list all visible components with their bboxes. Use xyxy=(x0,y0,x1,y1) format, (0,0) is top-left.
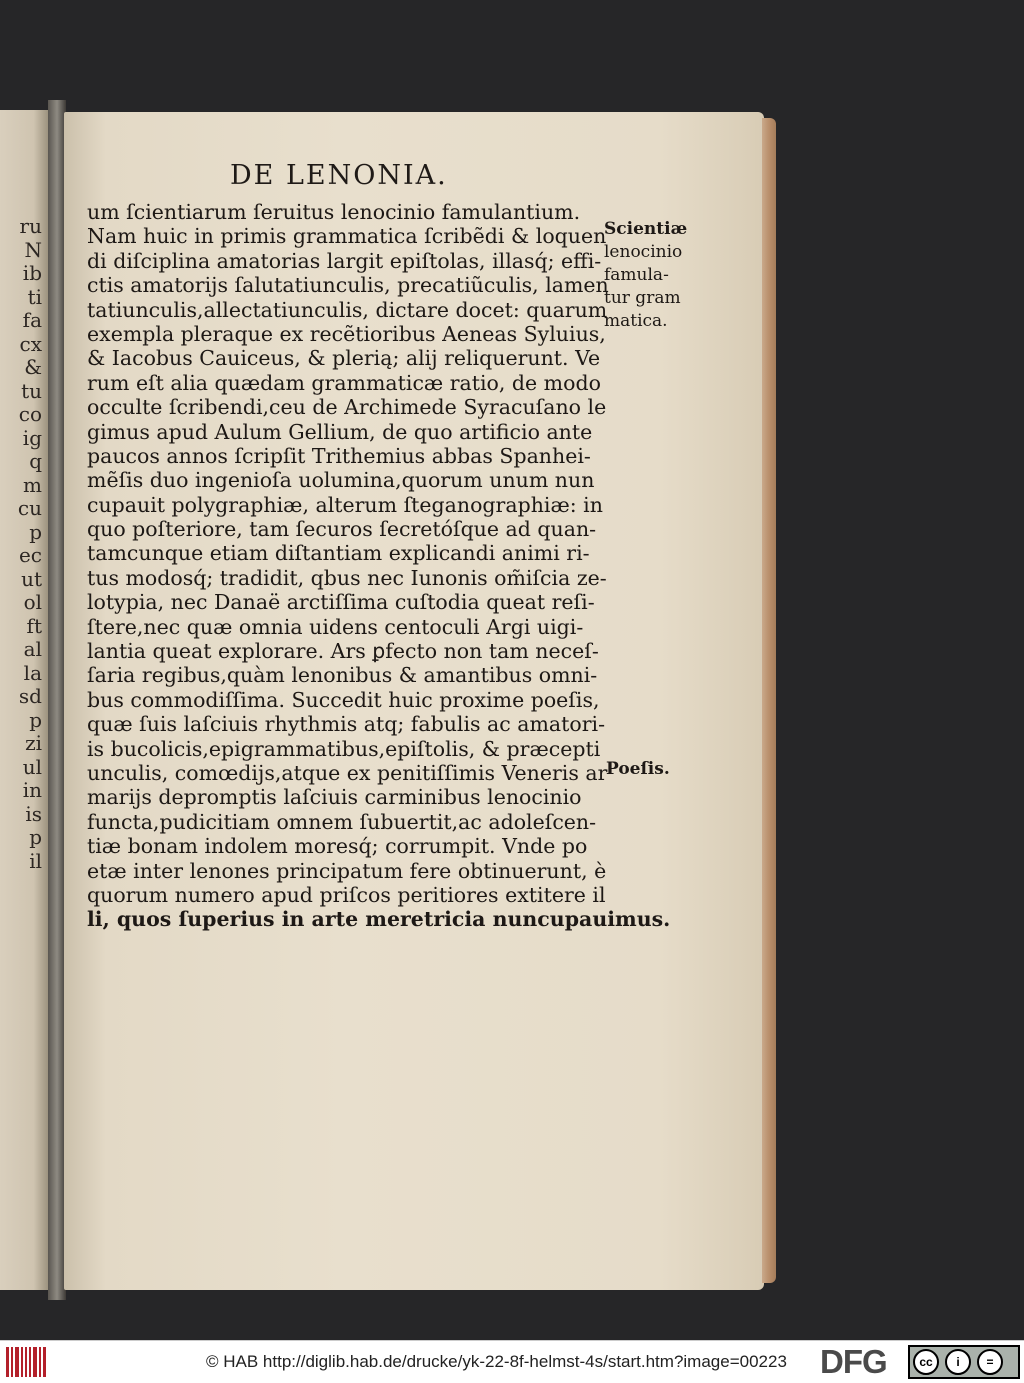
text-line: lantia queat explorare. Ars ꝑfecto non tam neceſ- xyxy=(87,639,599,664)
left-fragment: sd xyxy=(18,684,42,708)
text-line: um ſcientiarum ſeruitus lenocinio famulantium. xyxy=(87,200,581,224)
text-line: quo poſteriore, tam ſecuros ſecretóſque ad quan- xyxy=(87,517,597,542)
left-fragment: ec xyxy=(18,543,42,567)
dfg-logo: DFG xyxy=(820,1343,887,1380)
marginal-note-line: tur gram xyxy=(604,288,681,308)
text-line: ſtere,nec quæ omnia uidens centoculi Argi uigi- xyxy=(87,614,584,639)
marginal-note-line: matica. xyxy=(604,311,668,331)
left-fragment: N xyxy=(24,237,42,262)
barcode-icon xyxy=(6,1347,46,1377)
left-fragment: co xyxy=(18,402,42,426)
text-line: exempla pleraque ex recẽtioribus Aeneas Syluius, xyxy=(87,321,606,346)
left-fragment: fa xyxy=(22,308,42,332)
text-line: is bucolicis,epigrammatibus,epiſtolis, & præcepti xyxy=(87,736,601,761)
left-fragment: ti xyxy=(27,284,42,309)
text-line: lotypia, nec Danaë arctiſſima cuſtodia queat reſi- xyxy=(87,590,595,615)
text-line: ctis amatorijs ſalutatiunculis, precatiũculis, lamen xyxy=(87,273,609,298)
cc-icon: cc xyxy=(913,1349,939,1375)
text-line: & Iacobus Cauiceus, & plerią; alij reliquerunt. Ve xyxy=(87,346,601,371)
left-fragment: p xyxy=(29,519,42,544)
left-fragment: ig xyxy=(22,425,42,450)
text-line: rum eſt alia quædam grammaticæ ratio, de modo xyxy=(87,370,601,395)
text-line: tiæ bonam indolem moresq́; corrumpit. Vnde po xyxy=(87,834,588,859)
text-line: tamcunque etiam diſtantiam explicandi animi ri- xyxy=(87,541,590,566)
marginal-note-poesis: Poeſis. xyxy=(606,759,670,779)
left-fragment: il xyxy=(29,848,42,873)
copyright-link[interactable]: © HAB http://diglib.hab.de/drucke/yk-22-8f-helmst-4s/start.htm?image=00223 xyxy=(206,1352,787,1371)
text-line: cupauit polygraphiæ, alterum ſteganographiæ: in xyxy=(87,492,603,517)
left-fragment: ib xyxy=(22,261,42,285)
left-fragment: la xyxy=(23,660,42,685)
text-line: tus modosq́; tradidit, qbus nec Iunonis om̃iſcia ze- xyxy=(87,565,607,590)
text-line: gimus apud Aulum Gellium, de quo artificio ante xyxy=(87,419,593,444)
marginal-note-line: famula- xyxy=(604,265,669,285)
text-line: di diſciplina amatorias largit epiſtolas, illasq́; effi- xyxy=(87,248,602,273)
viewer-footer xyxy=(0,1340,1024,1383)
left-fragment: p xyxy=(29,825,42,849)
text-line: functa,pudicitiam omnem ſubuertit,ac adoleſcen- xyxy=(87,809,597,834)
text-line: unculis, comœdijs,atque ex penitiſſimis Veneris ar xyxy=(87,760,608,785)
text-line: marijs depromptis laſciuis carminibus lenocinio xyxy=(87,785,582,810)
text-line: etæ inter lenones principatum fere obtinuerunt, è xyxy=(87,858,607,883)
left-fragment: al xyxy=(23,637,42,661)
left-fragment: m xyxy=(23,472,42,497)
left-fragment: cx xyxy=(19,331,42,356)
left-fragment: tu xyxy=(21,378,42,403)
left-fragment: is xyxy=(25,801,42,826)
text-line: tatiunculis,allectatiunculis, dictare docet: quarum xyxy=(87,297,608,322)
left-fragment: ol xyxy=(23,590,42,614)
left-fragment: ft xyxy=(26,613,42,638)
text-line: occulte ſcribendi,ceu de Archimede Syracuſano le xyxy=(87,395,607,420)
text-line: li, quos ſuperius in arte meretricia nuncupauimus. xyxy=(87,907,671,932)
marginal-note-line: Scientiæ xyxy=(604,219,688,239)
marginal-note-line: lenocinio xyxy=(604,242,683,262)
attribution-icon: i xyxy=(945,1349,971,1375)
text-line: quæ ſuis laſciuis rhythmis atq; fabulis ac amatori- xyxy=(87,712,606,737)
text-line: bus commodiſſima. Succedit huic proxime poeſis, xyxy=(87,687,600,712)
page-fore-edge xyxy=(762,118,776,1283)
left-fragment: p xyxy=(29,707,42,732)
share-alike-icon: = xyxy=(977,1349,1003,1375)
text-line: ſaria regibus,quàm lenonibus & amantibus omni- xyxy=(87,663,598,688)
text-line: Nam huic in primis grammatica ſcribẽdi & loquen xyxy=(87,224,607,249)
left-page-text-fragments xyxy=(0,215,46,873)
left-fragment: cu xyxy=(17,496,42,520)
left-fragment: zi xyxy=(25,731,42,755)
cc-license-badge[interactable] xyxy=(908,1345,1020,1379)
text-line: quorum numero apud priſcos peritiores extitere il xyxy=(87,882,606,907)
left-fragment: ut xyxy=(21,566,42,591)
left-fragment: & xyxy=(24,355,42,379)
text-line: mẽſis duo ingenioſa uolumina,quorum unum nun xyxy=(87,468,595,493)
left-fragment: ru xyxy=(19,214,42,238)
left-fragment: in xyxy=(22,778,42,802)
text-line: paucos annos ſcripſit Trithemius abbas Spanhei- xyxy=(87,443,591,468)
running-head: DE LENONIA. xyxy=(230,160,448,191)
left-fragment: ul xyxy=(22,754,42,779)
left-fragment: q xyxy=(29,449,42,473)
marginal-note-scientiae xyxy=(604,218,714,333)
